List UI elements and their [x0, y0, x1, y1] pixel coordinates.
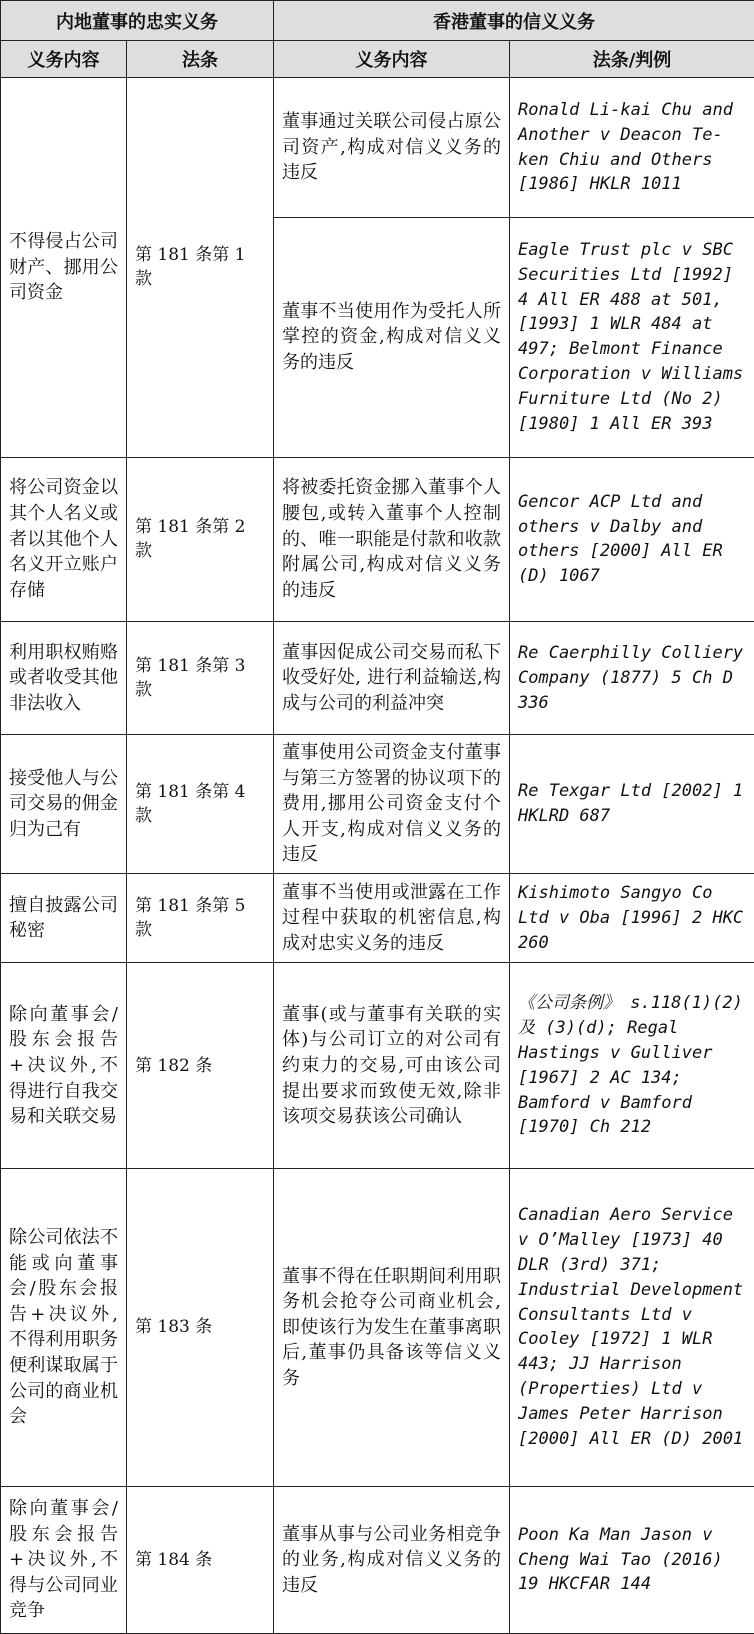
- hk-duty-cell: 董事不得在任职期间利用职务机会抢夺公司商业机会,即使该行为发生在董事离职后,董事仍具备该等信义义务: [274, 1169, 510, 1487]
- mainland-law-cell: 第 181 条第 3 款: [127, 622, 274, 735]
- mainland-law-cell: 第 182 条: [127, 963, 274, 1169]
- mainland-law-cell: 第 183 条: [127, 1169, 274, 1487]
- hk-duty-cell: 董事不当使用或泄露在工作过程中获取的机密信息,构成对忠实义务的违反: [274, 874, 510, 963]
- hk-duty-cell: 董事从事与公司业务相竞争的业务,构成对信义义务的违反: [274, 1486, 510, 1633]
- hk-duty-cell: 董事因促成公司交易而私下收受好处, 进行利益输送,构成与公司的利益冲突: [274, 622, 510, 735]
- hk-duty-cell: 董事不当使用作为受托人所掌控的资金,构成对信义义务的违反: [274, 217, 510, 457]
- hk-duty-cell: 将被委托资金挪入董事个人腰包,或转入董事个人控制的、唯一职能是付款和收款附属公司,构成对信义义务的违反: [274, 457, 510, 622]
- mainland-law-cell: 第 181 条第 1 款: [127, 78, 274, 457]
- hk-case-cell: 《公司条例》 s.118(1)(2)及 (3)(d); Regal Hastings v Gulliver [1967] 2 AC 134; Bamford v Bamford [1970] Ch 212: [510, 963, 754, 1169]
- hk-case-cell: Re Texgar Ltd [2002] 1 HKLRD 687: [510, 735, 754, 874]
- hk-case-cell: Eagle Trust plc v SBC Securities Ltd [1992] 4 All ER 488 at 501, [1993] 1 WLR 484 at 497; Belmont Finance Corporation v Williams Furniture Ltd (No 2) [1980] 1 All ER 393: [510, 217, 754, 457]
- col-header-hk-law: 法条/判例: [510, 41, 754, 78]
- table-row: [1, 1486, 754, 1633]
- mainland-duty-cell: 除向董事会/股东会报告+决议外,不得与公司同业竞争: [1, 1486, 127, 1633]
- hk-duty-cell: 董事使用公司资金支付董事与第三方签署的协议项下的费用,挪用公司资金支付个人开支,构成对信义义务的违反: [274, 735, 510, 874]
- group-header-row: [1, 1, 754, 41]
- mainland-duty-cell: 利用职权贿赂或者收受其他非法收入: [1, 622, 127, 735]
- mainland-law-cell: 第 181 条第 2 款: [127, 457, 274, 622]
- mainland-duty-cell: 不得侵占公司财产、挪用公司资金: [1, 78, 127, 457]
- table-row: [1, 874, 754, 963]
- col-header-mainland-duty: 义务内容: [1, 41, 127, 78]
- table-row: [1, 78, 754, 218]
- col-header-hk-duty: 义务内容: [274, 41, 510, 78]
- hk-group-header: 香港董事的信义义务: [274, 1, 754, 41]
- table-row: [1, 1169, 754, 1487]
- hk-duty-cell: 董事(或与董事有关联的实体)与公司订立的对公司有约束力的交易,可由该公司提出要求而致使无效,除非该项交易获该公司确认: [274, 963, 510, 1169]
- mainland-law-cell: 第 181 条第 4 款: [127, 735, 274, 874]
- table-row: [1, 735, 754, 874]
- mainland-duty-cell: 除向董事会/股东会报告+决议外,不得进行自我交易和关联交易: [1, 963, 127, 1169]
- col-header-mainland-law: 法条: [127, 41, 274, 78]
- table-row: [1, 622, 754, 735]
- mainland-duty-cell: 擅自披露公司秘密: [1, 874, 127, 963]
- hk-case-cell: Canadian Aero Service v O’Malley [1973] 40 DLR (3rd) 371; Industrial Development Consultants Ltd v Cooley [1972] 1 WLR 443; JJ Harrison (Properties) Ltd v James Peter Harrison [2000] All ER (D) 2001: [510, 1169, 754, 1487]
- hk-duty-cell: 董事通过关联公司侵占原公司资产,构成对信义义务的违反: [274, 78, 510, 218]
- table-row: [1, 963, 754, 1169]
- table-row: [1, 457, 754, 622]
- mainland-law-cell: 第 181 条第 5 款: [127, 874, 274, 963]
- column-header-row: [1, 41, 754, 78]
- mainland-law-cell: 第 184 条: [127, 1486, 274, 1633]
- hk-case-cell: Gencor ACP Ltd and others v Dalby and others [2000] All ER (D) 1067: [510, 457, 754, 622]
- hk-case-cell: Re Caerphilly Colliery Company (1877) 5 Ch D 336: [510, 622, 754, 735]
- mainland-duty-cell: 接受他人与公司交易的佣金归为己有: [1, 735, 127, 874]
- hk-case-cell: Kishimoto Sangyo Co Ltd v Oba [1996] 2 HKC 260: [510, 874, 754, 963]
- mainland-duty-cell: 将公司资金以其个人名义或者以其他个人名义开立账户存储: [1, 457, 127, 622]
- hk-case-cell: Poon Ka Man Jason v Cheng Wai Tao (2016) 19 HKCFAR 144: [510, 1486, 754, 1633]
- mainland-duty-cell: 除公司依法不能或向董事会/股东会报告+决议外,不得利用职务便利谋取属于公司的商业机会: [1, 1169, 127, 1487]
- hk-case-cell: Ronald Li-kai Chu and Another v Deacon Te-ken Chiu and Others [1986] HKLR 1011: [510, 78, 754, 218]
- mainland-group-header: 内地董事的忠实义务: [1, 1, 274, 41]
